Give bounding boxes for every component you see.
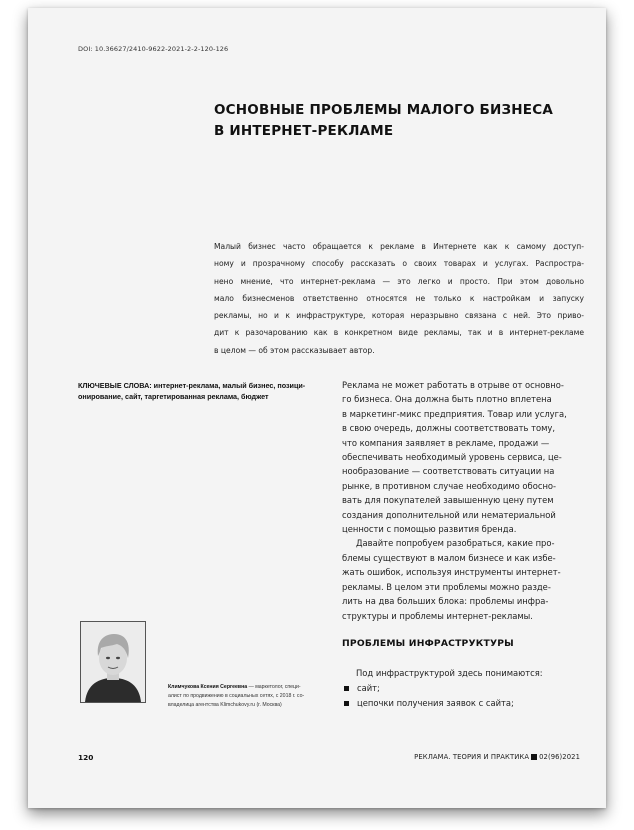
- bullet-list: [342, 681, 582, 711]
- square-bullet-icon: [344, 686, 349, 691]
- body-paragraph-1: [342, 378, 582, 536]
- body-line: что компания заявляет в рекламе, продажи —: [342, 437, 550, 448]
- abstract-line: в целом — об этом рассказывает автор.: [214, 345, 375, 355]
- body-line: блемы существуют в малом бизнесе и как избе-: [342, 552, 556, 563]
- author-desc: алист по продвижению в социальных сетях, с 2018 г. со-: [168, 693, 305, 699]
- doi-label: DOI: 10.36627/2410-9622-2021-2-2-120-126: [78, 45, 229, 53]
- author-desc: — маркетолог, специ-: [247, 684, 301, 690]
- body-line: рекламы. В целом эти проблемы можно разде-: [342, 581, 551, 592]
- list-item: [342, 696, 582, 711]
- list-item-text: цепочки получения заявок с сайта;: [357, 698, 514, 708]
- abstract-line: мало бизнесменов ответственно относятся не только к настройкам и запуску: [214, 293, 584, 303]
- author-desc: владелица агентства Klimchukovy.ru (г. Москва): [168, 702, 282, 708]
- infrastructure-list: [342, 666, 582, 711]
- article-title: [214, 100, 574, 142]
- section-heading: ПРОБЛЕМЫ ИНФРАСТРУКТУРЫ: [342, 638, 514, 649]
- abstract-line: ному и прозрачному способу рассказать о своих товарах и услугах. Распростра-: [214, 259, 584, 269]
- abstract-line: нено мнение, что интернет-реклама — это легко и просто. При этом довольно: [214, 276, 584, 286]
- body-line: лить на два больших блока: проблемы инфра-: [342, 596, 549, 607]
- list-item-text: сайт;: [357, 683, 380, 693]
- list-lead: Под инфраструктурой здесь понимаются:: [356, 668, 543, 678]
- page-number: 120: [78, 753, 94, 762]
- keywords-line-2: онирование, сайт, таргетированная реклама, бюджет: [78, 392, 269, 401]
- body-line: ценности с помощью развития бренда.: [342, 524, 517, 535]
- author-photo: [80, 621, 146, 703]
- square-bullet-icon: [344, 701, 349, 706]
- author-name: Климчукова Ксения Сергеевна: [168, 684, 248, 690]
- keywords: [78, 380, 308, 402]
- body-line: в маркетинг-микс предприятия. Товар или услуга,: [342, 408, 567, 419]
- article-title-line-1: ОСНОВНЫЕ ПРОБЛЕМЫ МАЛОГО БИЗНЕСА: [214, 102, 553, 118]
- abstract-line: рекламы, но и к инфраструктуре, которая неразрывно связана с ней. Это приво-: [214, 311, 584, 321]
- abstract-line: Малый бизнес часто обращается к рекламе в Интернете как к самому доступ-: [214, 242, 584, 251]
- author-bio: [168, 683, 318, 710]
- journal-name: РЕКЛАМА. ТЕОРИЯ И ПРАКТИКА: [414, 753, 530, 761]
- author-portrait-image: [81, 622, 145, 702]
- body-line: структуры и проблемы интернет-рекламы.: [342, 610, 533, 621]
- body-line: обеспечивать необходимый уровень сервиса, це-: [342, 452, 562, 463]
- issue-number: 02(96)2021: [539, 753, 580, 761]
- journal-page: [28, 8, 606, 808]
- body-line: рынке, в противном случае необходимо обосно-: [342, 480, 557, 491]
- body-line: жать ошибок, используя инструменты интернет-: [342, 567, 561, 578]
- body-line: Реклама не может работать в отрыве от основно-: [342, 380, 564, 390]
- square-separator-icon: [531, 754, 537, 760]
- body-line: Давайте попробуем разобраться, какие про-: [356, 538, 555, 549]
- body-line: в свою очередь, должны соответствовать тому,: [342, 423, 556, 434]
- body-line: го бизнеса. Она должна быть плотно вплетена: [342, 394, 552, 405]
- abstract-line: дит к разочарованию как в конкретном виде рекламы, так и в интернет-рекламе: [214, 328, 584, 338]
- article-body: [342, 378, 582, 623]
- body-line: нообразование — соответствовать ситуации на: [342, 466, 555, 477]
- body-paragraph-2: [342, 536, 582, 622]
- body-line: вать для покупателей завышенную цену путем: [342, 495, 554, 506]
- body-line: создания дополнительной или нематериальной: [342, 509, 556, 520]
- keywords-line-1: КЛЮЧЕВЫЕ СЛОВА: интернет-реклама, малый бизнес, позици-: [78, 381, 306, 390]
- abstract: [214, 238, 584, 359]
- journal-footer: [414, 753, 580, 761]
- article-title-line-2: В ИНТЕРНЕТ-РЕКЛАМЕ: [214, 123, 394, 139]
- list-item: [342, 681, 582, 696]
